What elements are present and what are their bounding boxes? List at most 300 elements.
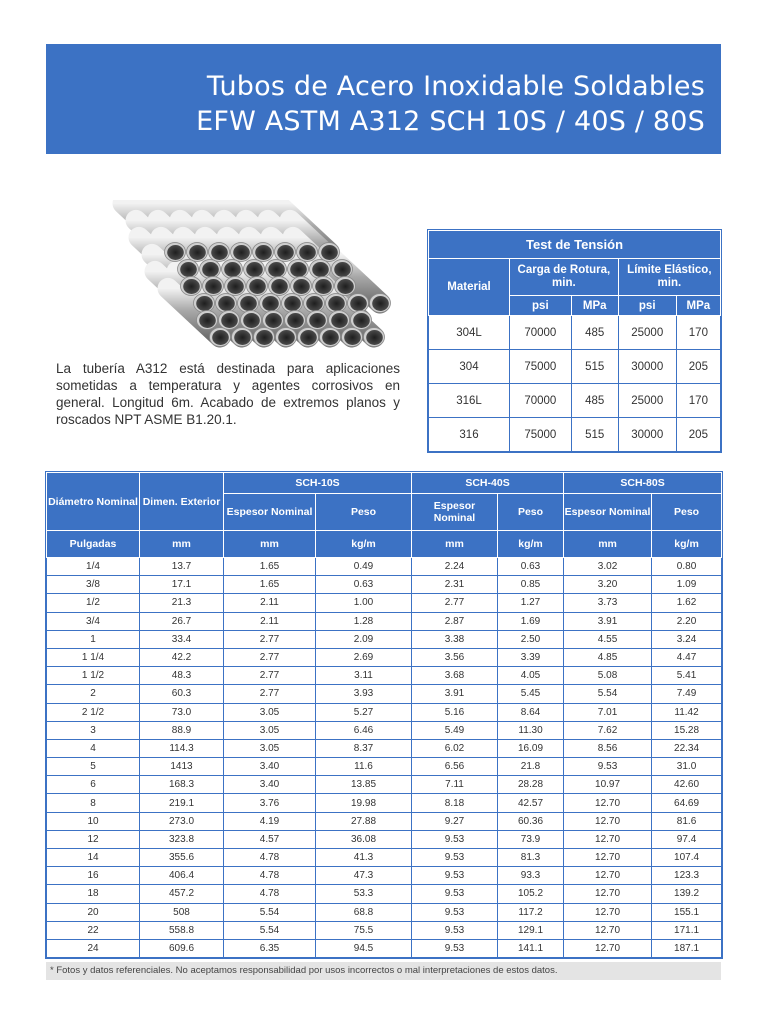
table-cell: 1.65 — [224, 576, 316, 594]
table-cell: 20 — [47, 903, 140, 921]
table-cell: 4.78 — [224, 885, 316, 903]
table-cell: 105.2 — [498, 885, 564, 903]
table-cell: 2.11 — [224, 594, 316, 612]
tension-cell: 75000 — [510, 418, 572, 452]
table-cell: 6.46 — [316, 721, 412, 739]
table-cell: 3.02 — [564, 558, 652, 576]
table-row — [47, 576, 722, 594]
table-cell: 12 — [47, 830, 140, 848]
unit-psi: psi — [618, 296, 676, 316]
col-carga-rotura: Carga de Rotura, min. — [510, 259, 619, 296]
table-cell: 42.60 — [652, 776, 722, 794]
table-cell: 9.53 — [412, 867, 498, 885]
table-cell: 114.3 — [140, 739, 224, 757]
tension-cell: 30000 — [618, 350, 676, 384]
table-cell: 1.00 — [316, 594, 412, 612]
table-cell: 3.38 — [412, 630, 498, 648]
tension-cell: 205 — [676, 350, 720, 384]
table-cell: 8.37 — [316, 739, 412, 757]
col-limite-elastico: Límite Elástico, min. — [618, 259, 720, 296]
table-cell: 13.7 — [140, 558, 224, 576]
table-cell: 3.91 — [564, 612, 652, 630]
sub-espesor-nominal: Espesor Nominal — [412, 494, 498, 531]
sub-peso: Peso — [652, 494, 722, 531]
tension-cell: 30000 — [618, 418, 676, 452]
pipe-hole — [218, 296, 235, 311]
pipe-hole — [321, 245, 338, 260]
table-cell: 88.9 — [140, 721, 224, 739]
table-cell: 1.09 — [652, 576, 722, 594]
table-cell: 219.1 — [140, 794, 224, 812]
table-cell: 33.4 — [140, 630, 224, 648]
pipe-hole — [234, 330, 251, 345]
table-cell: 9.53 — [412, 849, 498, 867]
table-cell: 107.4 — [652, 849, 722, 867]
table-cell: 2.31 — [412, 576, 498, 594]
tension-cell: 25000 — [618, 316, 676, 350]
table-row — [47, 812, 722, 830]
table-cell: 1 — [47, 630, 140, 648]
table-cell: 8 — [47, 794, 140, 812]
table-row — [47, 758, 722, 776]
table-cell: 21.8 — [498, 758, 564, 776]
table-cell: 31.0 — [652, 758, 722, 776]
pipe-hole — [255, 245, 272, 260]
table-cell: 4.78 — [224, 849, 316, 867]
group-sch-40s: SCH-40S — [412, 473, 564, 494]
pipe-hole — [331, 313, 348, 328]
table-cell: 12.70 — [564, 830, 652, 848]
pipe-hole — [189, 245, 206, 260]
table-cell: 60.3 — [140, 685, 224, 703]
pipe-hole — [262, 296, 279, 311]
tension-row — [429, 418, 721, 452]
table-cell: 3.40 — [224, 758, 316, 776]
table-cell: 5 — [47, 758, 140, 776]
pipe-hole — [224, 262, 241, 277]
tension-row — [429, 350, 721, 384]
table-cell: 15.28 — [652, 721, 722, 739]
table-cell: 3.73 — [564, 594, 652, 612]
group-sch-80s: SCH-80S — [564, 473, 722, 494]
pipe-hole — [240, 296, 257, 311]
pipe-hole — [299, 245, 316, 260]
tension-cell: 170 — [676, 384, 720, 418]
table-cell: 9.53 — [412, 830, 498, 848]
table-cell: 14 — [47, 849, 140, 867]
table-cell: 2.24 — [412, 558, 498, 576]
tension-cell: 304L — [429, 316, 510, 350]
table-cell: 2.87 — [412, 612, 498, 630]
tension-cell: 316L — [429, 384, 510, 418]
table-cell: 21.3 — [140, 594, 224, 612]
table-cell: 609.6 — [140, 939, 224, 957]
group-sch-10s: SCH-10S — [224, 473, 412, 494]
table-cell: 1.27 — [498, 594, 564, 612]
table-cell: 1.69 — [498, 612, 564, 630]
title-line-2: EFW ASTM A312 SCH 10S / 40S / 80S — [196, 106, 705, 137]
table-cell: 7.62 — [564, 721, 652, 739]
table-cell: 5.27 — [316, 703, 412, 721]
sub-peso: Peso — [316, 494, 412, 531]
table-cell: 0.80 — [652, 558, 722, 576]
table-cell: 3.11 — [316, 667, 412, 685]
table-cell: 41.3 — [316, 849, 412, 867]
table-cell: 0.49 — [316, 558, 412, 576]
table-cell: 355.6 — [140, 849, 224, 867]
pipe-hole — [309, 313, 326, 328]
table-row — [47, 903, 722, 921]
table-row — [47, 667, 722, 685]
pipe-hole — [337, 279, 354, 294]
table-cell: 97.4 — [652, 830, 722, 848]
pipe-hole — [322, 330, 339, 345]
table-cell: 3.40 — [224, 776, 316, 794]
table-cell: 187.1 — [652, 939, 722, 957]
unit-psi: psi — [510, 296, 572, 316]
table-cell: 93.3 — [498, 867, 564, 885]
pipe-hole — [344, 330, 361, 345]
sub-espesor-nominal: Espesor Nominal — [224, 494, 316, 531]
table-row — [47, 794, 722, 812]
table-cell: 3.56 — [412, 648, 498, 666]
table-cell: 4.57 — [224, 830, 316, 848]
pipe-hole — [372, 296, 389, 311]
table-row — [47, 885, 722, 903]
pipe-hole — [199, 313, 216, 328]
table-cell: 168.3 — [140, 776, 224, 794]
table-cell: 0.85 — [498, 576, 564, 594]
table-cell: 2 1/2 — [47, 703, 140, 721]
table-cell: 4.85 — [564, 648, 652, 666]
table-cell: 2.77 — [412, 594, 498, 612]
unit-header: kg/m — [498, 531, 564, 558]
table-cell: 3.39 — [498, 648, 564, 666]
table-cell: 1/4 — [47, 558, 140, 576]
pipe-hole — [233, 245, 250, 260]
table-cell: 508 — [140, 903, 224, 921]
table-cell: 19.98 — [316, 794, 412, 812]
pipe-hole — [350, 296, 367, 311]
unit-header: Pulgadas — [47, 531, 140, 558]
table-cell: 60.36 — [498, 812, 564, 830]
table-row — [47, 648, 722, 666]
table-cell: 7.11 — [412, 776, 498, 794]
table-cell: 12.70 — [564, 921, 652, 939]
table-cell: 22 — [47, 921, 140, 939]
table-cell: 5.54 — [224, 903, 316, 921]
pipe-hole — [293, 279, 310, 294]
table-cell: 12.70 — [564, 794, 652, 812]
table-cell: 48.3 — [140, 667, 224, 685]
table-cell: 3.24 — [652, 630, 722, 648]
table-cell: 9.53 — [412, 921, 498, 939]
table-row — [47, 558, 722, 576]
table-cell: 11.42 — [652, 703, 722, 721]
table-cell: 117.2 — [498, 903, 564, 921]
table-cell: 1413 — [140, 758, 224, 776]
pipe-hole — [300, 330, 317, 345]
pipe-hole — [256, 330, 273, 345]
table-cell: 11.30 — [498, 721, 564, 739]
pipe-hole — [306, 296, 323, 311]
table-cell: 3.05 — [224, 703, 316, 721]
col-dimen-exterior: Dimen. Exterior — [140, 473, 224, 531]
table-cell: 73.0 — [140, 703, 224, 721]
col-material: Material — [429, 259, 510, 316]
unit-header: mm — [564, 531, 652, 558]
pipes-photo — [105, 200, 410, 350]
unit-mpa: MPa — [571, 296, 618, 316]
pipe-hole — [183, 279, 200, 294]
table-cell: 2.77 — [224, 667, 316, 685]
table-cell: 273.0 — [140, 812, 224, 830]
pipe-hole — [290, 262, 307, 277]
tension-cell: 316 — [429, 418, 510, 452]
table-cell: 4.19 — [224, 812, 316, 830]
tension-cell: 485 — [571, 384, 618, 418]
tension-title: Test de Tensión — [429, 231, 721, 259]
unit-header: kg/m — [652, 531, 722, 558]
pipe-hole — [366, 330, 383, 345]
pipe-hole — [334, 262, 351, 277]
table-cell: 8.18 — [412, 794, 498, 812]
tension-cell: 70000 — [510, 384, 572, 418]
pipe-hole — [211, 245, 228, 260]
table-cell: 1/2 — [47, 594, 140, 612]
table-row — [47, 939, 722, 957]
table-cell: 5.16 — [412, 703, 498, 721]
sub-peso: Peso — [498, 494, 564, 531]
table-cell: 4.55 — [564, 630, 652, 648]
table-cell: 3.05 — [224, 721, 316, 739]
table-cell: 3/8 — [47, 576, 140, 594]
table-row — [47, 776, 722, 794]
table-row — [47, 594, 722, 612]
unit-header: mm — [224, 531, 316, 558]
table-cell: 12.70 — [564, 812, 652, 830]
pipe-hole — [328, 296, 345, 311]
table-cell: 1.28 — [316, 612, 412, 630]
table-cell: 9.53 — [564, 758, 652, 776]
table-cell: 1 1/2 — [47, 667, 140, 685]
table-cell: 17.1 — [140, 576, 224, 594]
table-cell: 129.1 — [498, 921, 564, 939]
table-cell: 3/4 — [47, 612, 140, 630]
table-cell: 558.8 — [140, 921, 224, 939]
dimensions-table — [46, 472, 722, 958]
title-line-1: Tubos de Acero Inoxidable Soldables — [206, 71, 705, 102]
table-cell: 2.11 — [224, 612, 316, 630]
table-cell: 5.08 — [564, 667, 652, 685]
tension-cell: 25000 — [618, 384, 676, 418]
tension-cell: 515 — [571, 418, 618, 452]
table-cell: 81.6 — [652, 812, 722, 830]
table-cell: 8.56 — [564, 739, 652, 757]
table-cell: 406.4 — [140, 867, 224, 885]
pipe-hole — [212, 330, 229, 345]
table-cell: 2.77 — [224, 648, 316, 666]
pipe-hole — [180, 262, 197, 277]
table-cell: 2.69 — [316, 648, 412, 666]
table-cell: 12.70 — [564, 867, 652, 885]
table-cell: 5.54 — [224, 921, 316, 939]
pipe-hole — [287, 313, 304, 328]
table-cell: 68.8 — [316, 903, 412, 921]
table-cell: 3.76 — [224, 794, 316, 812]
table-cell: 75.5 — [316, 921, 412, 939]
unit-header: mm — [140, 531, 224, 558]
table-cell: 2.77 — [224, 630, 316, 648]
tension-row — [429, 384, 721, 418]
pipe-hole — [202, 262, 219, 277]
table-cell: 16 — [47, 867, 140, 885]
table-cell: 0.63 — [498, 558, 564, 576]
table-cell: 1.62 — [652, 594, 722, 612]
pipe-hole — [196, 296, 213, 311]
table-cell: 9.27 — [412, 812, 498, 830]
table-cell: 2.09 — [316, 630, 412, 648]
table-cell: 9.53 — [412, 939, 498, 957]
unit-mpa: MPa — [676, 296, 720, 316]
pipe-hole — [221, 313, 238, 328]
table-cell: 53.3 — [316, 885, 412, 903]
table-row — [47, 739, 722, 757]
table-cell: 4 — [47, 739, 140, 757]
table-row — [47, 721, 722, 739]
tension-cell: 70000 — [510, 316, 572, 350]
pipe-hole — [243, 313, 260, 328]
table-cell: 3.91 — [412, 685, 498, 703]
tension-cell: 304 — [429, 350, 510, 384]
tension-cell: 515 — [571, 350, 618, 384]
pipe-hole — [271, 279, 288, 294]
table-cell: 2.20 — [652, 612, 722, 630]
tension-cell: 75000 — [510, 350, 572, 384]
tension-cell: 170 — [676, 316, 720, 350]
table-cell: 9.53 — [412, 885, 498, 903]
table-cell: 12.70 — [564, 939, 652, 957]
tension-cell: 205 — [676, 418, 720, 452]
table-cell: 4.05 — [498, 667, 564, 685]
pipe-hole — [249, 279, 266, 294]
sub-espesor-nominal: Espesor Nominal — [564, 494, 652, 531]
table-cell: 2 — [47, 685, 140, 703]
table-row — [47, 830, 722, 848]
table-cell: 28.28 — [498, 776, 564, 794]
pipe-hole — [278, 330, 295, 345]
table-cell: 64.69 — [652, 794, 722, 812]
table-row — [47, 612, 722, 630]
tension-cell: 485 — [571, 316, 618, 350]
table-cell: 81.3 — [498, 849, 564, 867]
table-cell: 7.49 — [652, 685, 722, 703]
unit-header: mm — [412, 531, 498, 558]
table-cell: 1 1/4 — [47, 648, 140, 666]
pipe-hole — [312, 262, 329, 277]
header-banner — [46, 44, 721, 154]
table-cell: 5.54 — [564, 685, 652, 703]
pipe-hole — [277, 245, 294, 260]
table-cell: 12.70 — [564, 885, 652, 903]
table-cell: 5.41 — [652, 667, 722, 685]
table-cell: 139.2 — [652, 885, 722, 903]
table-cell: 26.7 — [140, 612, 224, 630]
table-cell: 3.05 — [224, 739, 316, 757]
table-cell: 22.34 — [652, 739, 722, 757]
table-cell: 6.02 — [412, 739, 498, 757]
table-cell: 36.08 — [316, 830, 412, 848]
col-diametro-nominal: Diámetro Nominal — [47, 473, 140, 531]
tension-row — [429, 316, 721, 350]
table-cell: 47.3 — [316, 867, 412, 885]
pipe-hole — [167, 245, 184, 260]
table-cell: 42.57 — [498, 794, 564, 812]
table-cell: 2.50 — [498, 630, 564, 648]
pipe-hole — [284, 296, 301, 311]
table-cell: 73.9 — [498, 830, 564, 848]
table-cell: 0.63 — [316, 576, 412, 594]
table-cell: 18 — [47, 885, 140, 903]
table-cell: 16.09 — [498, 739, 564, 757]
table-cell: 2.77 — [224, 685, 316, 703]
table-row — [47, 630, 722, 648]
table-cell: 8.64 — [498, 703, 564, 721]
pipe-hole — [246, 262, 263, 277]
table-cell: 7.01 — [564, 703, 652, 721]
table-cell: 27.88 — [316, 812, 412, 830]
table-cell: 94.5 — [316, 939, 412, 957]
table-cell: 4.47 — [652, 648, 722, 666]
table-row — [47, 867, 722, 885]
tension-table — [428, 230, 721, 452]
footnote: * Fotos y datos referenciales. No aceptamos responsabilidad por usos incorrectos o mal interpretaciones de estos datos. — [46, 962, 721, 980]
table-cell: 11.6 — [316, 758, 412, 776]
table-cell: 42.2 — [140, 648, 224, 666]
table-cell: 10 — [47, 812, 140, 830]
table-cell: 13.85 — [316, 776, 412, 794]
table-row — [47, 921, 722, 939]
table-cell: 12.70 — [564, 903, 652, 921]
table-cell: 3 — [47, 721, 140, 739]
table-cell: 5.49 — [412, 721, 498, 739]
table-cell: 1.65 — [224, 558, 316, 576]
table-cell: 3.20 — [564, 576, 652, 594]
table-cell: 12.70 — [564, 849, 652, 867]
table-cell: 123.3 — [652, 867, 722, 885]
table-cell: 5.45 — [498, 685, 564, 703]
table-cell: 10.97 — [564, 776, 652, 794]
pipe-hole — [315, 279, 332, 294]
description-text: La tubería A312 está destinada para aplicaciones sometidas a temperatura y agentes corrosivos en general. Longitud 6m. Acabado de extremos planos y roscados NPT ASME B1.20.1. — [56, 361, 400, 427]
table-cell: 171.1 — [652, 921, 722, 939]
pipe-hole — [205, 279, 222, 294]
table-cell: 6 — [47, 776, 140, 794]
table-cell: 3.93 — [316, 685, 412, 703]
table-cell: 4.78 — [224, 867, 316, 885]
table-row — [47, 703, 722, 721]
table-cell: 457.2 — [140, 885, 224, 903]
unit-header: kg/m — [316, 531, 412, 558]
pipe-hole — [353, 313, 370, 328]
pipe-hole — [265, 313, 282, 328]
table-cell: 24 — [47, 939, 140, 957]
table-cell: 9.53 — [412, 903, 498, 921]
table-row — [47, 685, 722, 703]
pipe-hole — [227, 279, 244, 294]
table-row — [47, 849, 722, 867]
table-cell: 141.1 — [498, 939, 564, 957]
